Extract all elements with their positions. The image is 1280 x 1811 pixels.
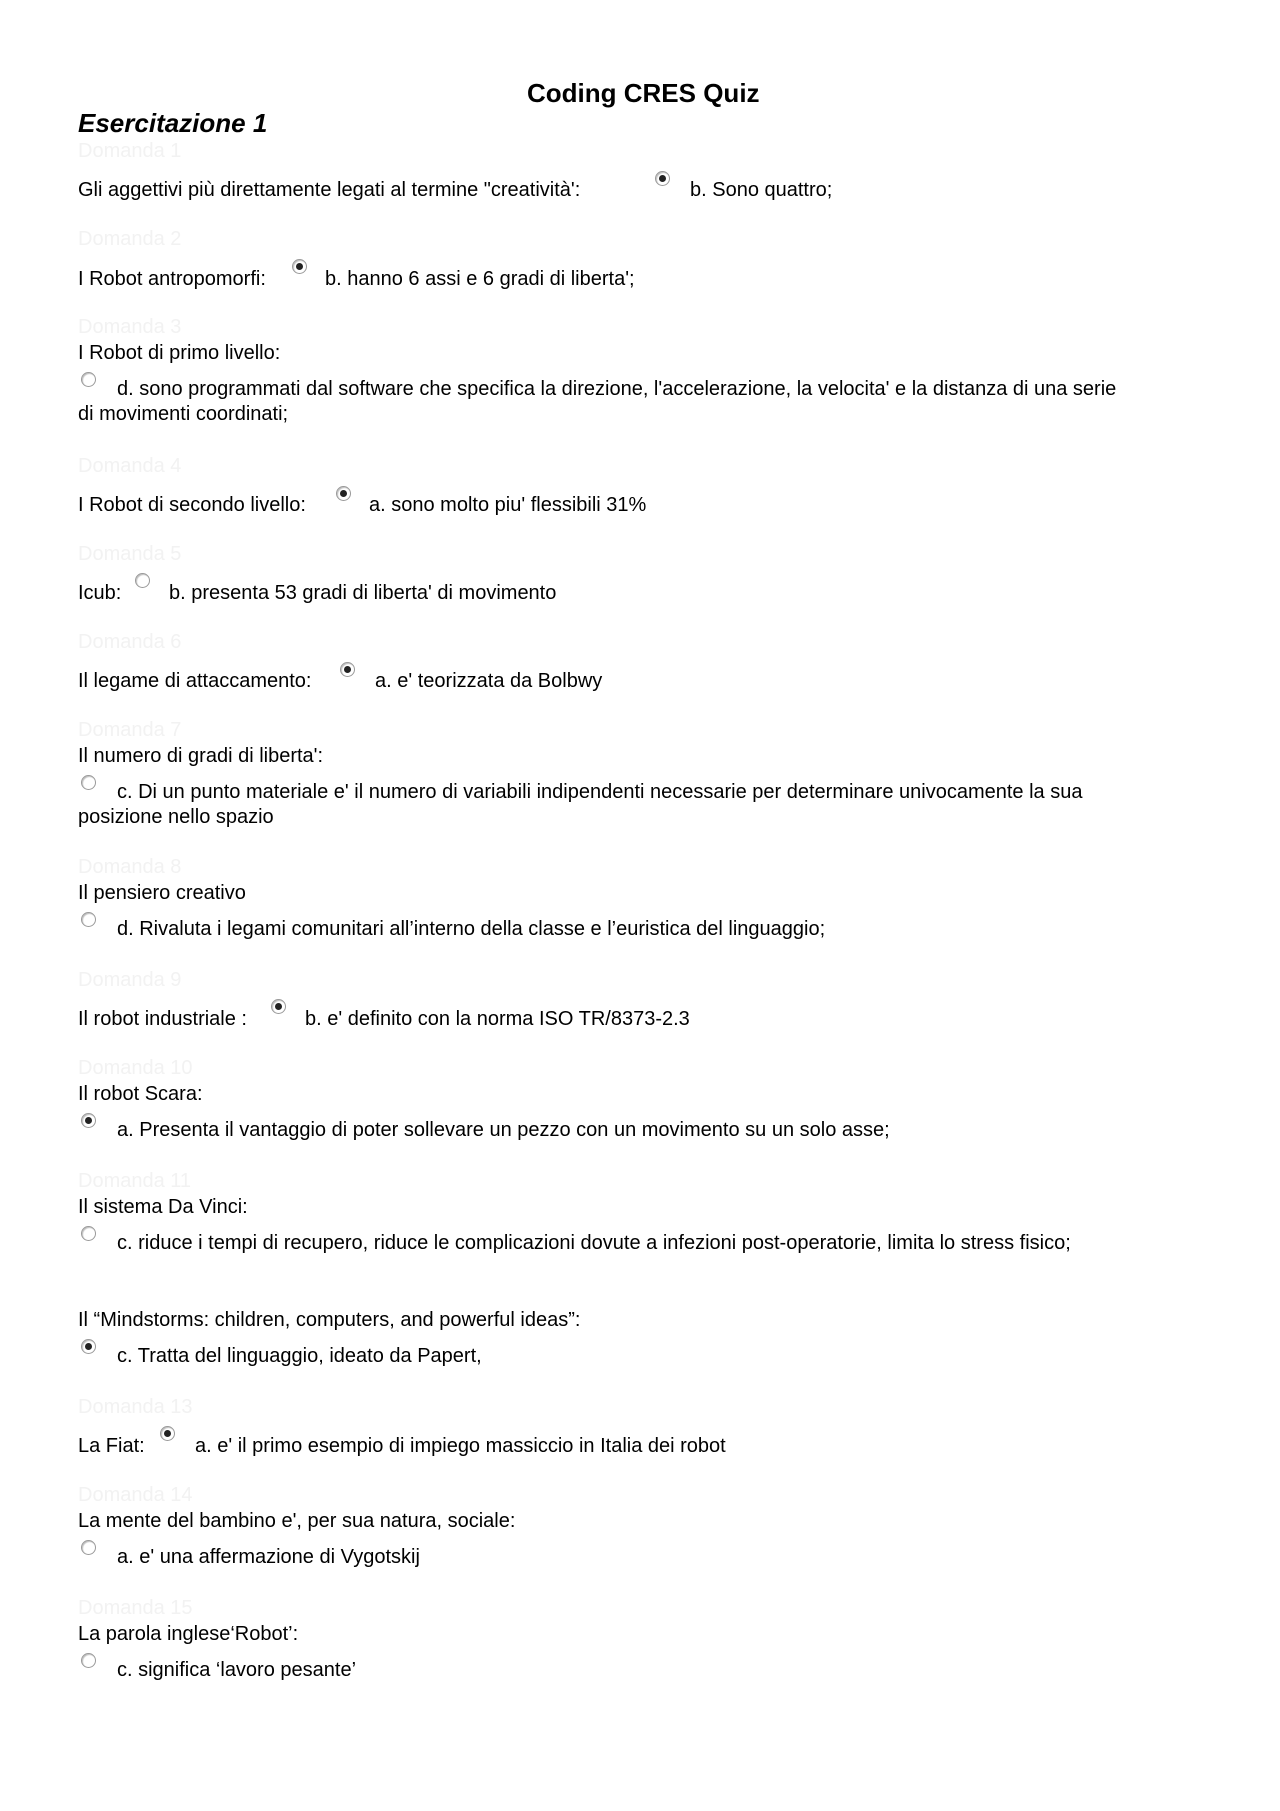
question-label: Domanda 7 [78, 719, 182, 741]
answer-text-continued: posizione nello spazio [78, 806, 274, 828]
answer-radio[interactable] [655, 171, 670, 186]
question-label: Domanda 13 [78, 1396, 193, 1418]
answer-text: c. Di un punto materiale e' il numero di variabili indipendenti necessarie per determinare univocamente la sua [117, 781, 1083, 803]
page-title: Coding CRES Quiz [527, 78, 760, 108]
answer-radio[interactable] [81, 372, 96, 387]
question-text: I Robot di primo livello: [78, 342, 281, 364]
question-label: Domanda 14 [78, 1484, 193, 1506]
question-label: Domanda 5 [78, 543, 182, 565]
question-text: I Robot antropomorfi: [78, 268, 266, 290]
answer-radio[interactable] [81, 1540, 96, 1555]
question-text: La mente del bambino e', per sua natura, sociale: [78, 1510, 516, 1532]
question-label: Domanda 2 [78, 228, 182, 250]
answer-radio[interactable] [135, 573, 150, 588]
answer-text: b. hanno 6 assi e 6 gradi di liberta'; [325, 268, 635, 290]
answer-radio[interactable] [340, 662, 355, 677]
question-label: Domanda 6 [78, 631, 182, 653]
answer-text: b. Sono quattro; [690, 179, 833, 201]
answer-radio[interactable] [81, 1339, 96, 1354]
question-label: Domanda 10 [78, 1057, 193, 1079]
answer-text: d. sono programmati dal software che specifica la direzione, l'accelerazione, la velocita' e la distanza di una serie [117, 378, 1117, 400]
question-label: Domanda 3 [78, 316, 182, 338]
answer-text: a. e' teorizzata da Bolbwy [375, 670, 603, 692]
question-text: Il numero di gradi di liberta': [78, 745, 324, 767]
answer-radio[interactable] [81, 1653, 96, 1668]
answer-text: c. significa ‘lavoro pesante’ [117, 1659, 357, 1681]
question-label: Domanda 9 [78, 969, 182, 991]
answer-text: d. Rivaluta i legami comunitari all’interno della classe e l’euristica del linguaggio; [117, 918, 826, 940]
question-label: Domanda 1 [78, 140, 182, 162]
question-text: Il “Mindstorms: children, computers, and powerful ideas”: [78, 1309, 581, 1331]
question-text: Il robot industriale : [78, 1008, 247, 1030]
answer-text: a. sono molto piu' flessibili 31% [369, 494, 647, 516]
answer-text: c. riduce i tempi di recupero, riduce le complicazioni dovute a infezioni post-operatorie, limita lo stress fisico; [117, 1232, 1071, 1254]
question-label: Domanda 11 [78, 1170, 192, 1192]
question-label: Domanda 4 [78, 455, 182, 477]
answer-text: a. e' una affermazione di Vygotskij [117, 1546, 420, 1568]
page-subtitle: Esercitazione 1 [78, 108, 268, 138]
question-text: Icub: [78, 582, 122, 604]
question-text: La parola inglese‘Robot’: [78, 1623, 299, 1645]
answer-radio[interactable] [271, 999, 286, 1014]
question-text: La Fiat: [78, 1435, 145, 1457]
question-text: Il legame di attaccamento: [78, 670, 312, 692]
answer-text-continued: di movimenti coordinati; [78, 403, 289, 425]
answer-radio[interactable] [81, 1226, 96, 1241]
question-text: Gli aggettivi più direttamente legati al termine "creatività': [78, 179, 581, 201]
answer-radio[interactable] [81, 1113, 96, 1128]
answer-text: c. Tratta del linguaggio, ideato da Papert, [117, 1345, 482, 1367]
question-text: I Robot di secondo livello: [78, 494, 306, 516]
answer-radio[interactable] [336, 486, 351, 501]
answer-radio[interactable] [160, 1426, 175, 1441]
question-text: Il pensiero creativo [78, 882, 246, 904]
answer-radio[interactable] [81, 912, 96, 927]
answer-text: a. e' il primo esempio di impiego massiccio in Italia dei robot [195, 1435, 726, 1457]
question-text: Il robot Scara: [78, 1083, 203, 1105]
question-label: Domanda 15 [78, 1597, 193, 1619]
question-label: Domanda 8 [78, 856, 182, 878]
question-text: Il sistema Da Vinci: [78, 1196, 248, 1218]
answer-text: a. Presenta il vantaggio di poter sollevare un pezzo con un movimento su un solo asse; [117, 1119, 890, 1141]
answer-text: b. e' definito con la norma ISO TR/8373-2.3 [305, 1008, 690, 1030]
answer-text: b. presenta 53 gradi di liberta' di movimento [169, 582, 557, 604]
answer-radio[interactable] [81, 775, 96, 790]
answer-radio[interactable] [292, 259, 307, 274]
